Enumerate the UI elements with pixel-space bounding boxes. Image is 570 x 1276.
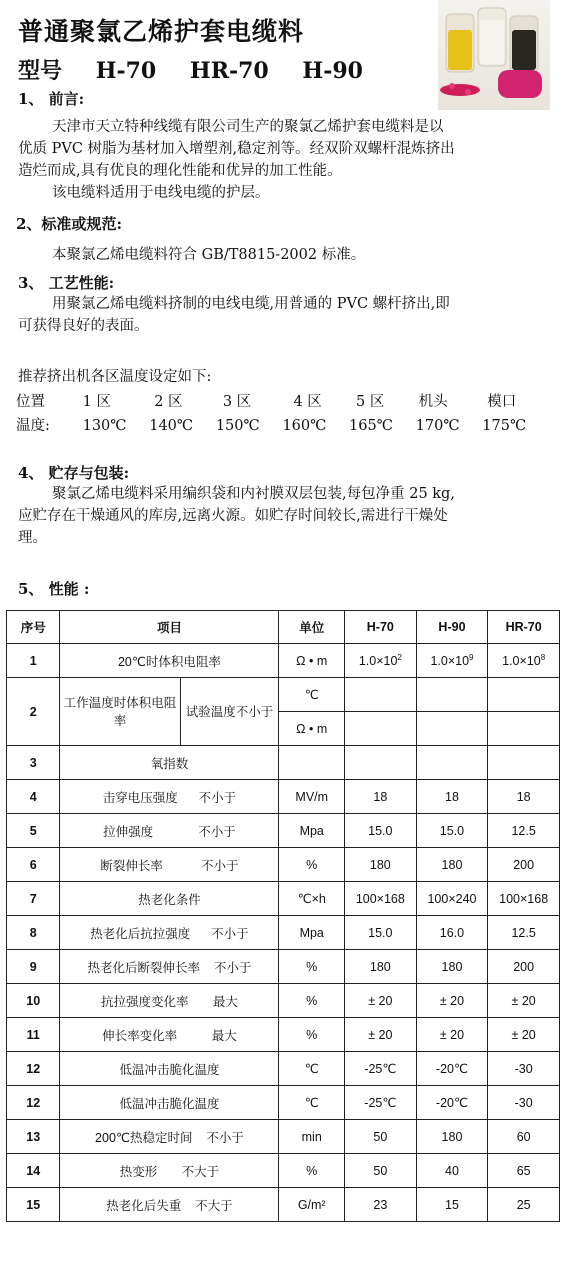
temperature-cell: 165℃ bbox=[349, 418, 393, 434]
section-5-heading: 5、 性能 : bbox=[18, 580, 90, 598]
table-row bbox=[7, 950, 560, 984]
table-row bbox=[7, 882, 560, 916]
row-value: 100×168 bbox=[345, 882, 417, 916]
section-4-body bbox=[18, 483, 455, 549]
row-unit bbox=[279, 746, 345, 780]
temperature-cell: 150℃ bbox=[215, 418, 260, 434]
product-photo bbox=[438, 0, 550, 110]
table-row bbox=[7, 746, 560, 780]
row-value: -25℃ bbox=[345, 1086, 417, 1120]
value-base: 1.0×10 bbox=[502, 654, 541, 669]
section-2-heading: 2、标准或规范: bbox=[16, 215, 122, 233]
section-2-line: 本聚氯乙烯电缆料符合 GB/T8815-2002 标准。 bbox=[52, 247, 366, 263]
row-unit: Ω • m bbox=[279, 644, 345, 678]
section-3-heading: 3、 工艺性能: bbox=[18, 274, 115, 292]
table-row bbox=[7, 848, 560, 882]
model-hr70: HR-70 bbox=[189, 58, 269, 84]
position-label: 位置 bbox=[16, 394, 45, 410]
row-value: -20℃ bbox=[416, 1052, 488, 1086]
position-cell: 4 区 bbox=[293, 394, 322, 410]
row-unit: Mpa bbox=[279, 916, 345, 950]
row-unit: % bbox=[279, 950, 345, 984]
row-unit: Mpa bbox=[279, 814, 345, 848]
section-1-line: 该电缆料适用于电线电缆的护层。 bbox=[52, 185, 270, 201]
temperature-cell: 130℃ bbox=[82, 418, 127, 434]
row-no: 12 bbox=[7, 1086, 60, 1120]
row-no: 6 bbox=[7, 848, 60, 882]
row-no: 11 bbox=[7, 1018, 60, 1052]
row-no: 5 bbox=[7, 814, 60, 848]
row-item: 热变形 不大于 bbox=[60, 1154, 279, 1188]
table-body bbox=[7, 746, 560, 1222]
section-1-line: 造烂而成,具有优良的理化性能和优异的加工性能。 bbox=[18, 163, 342, 179]
table-row bbox=[7, 1154, 560, 1188]
row-value: 40 bbox=[416, 1154, 488, 1188]
row-no: 9 bbox=[7, 950, 60, 984]
temperature-cell: 160℃ bbox=[282, 418, 327, 434]
position-row bbox=[16, 390, 516, 411]
section-1-line: 天津市天立特种线缆有限公司生产的聚氯乙烯护套电缆料是以 bbox=[52, 119, 444, 135]
row-unit: % bbox=[279, 1154, 345, 1188]
row-value: -20℃ bbox=[416, 1086, 488, 1120]
row-no: 14 bbox=[7, 1154, 60, 1188]
row-value: 15.0 bbox=[416, 814, 488, 848]
row-value: 180 bbox=[416, 1120, 488, 1154]
row-value: 18 bbox=[488, 780, 560, 814]
row-value: 65 bbox=[488, 1154, 560, 1188]
row-value: 180 bbox=[416, 848, 488, 882]
row-value bbox=[488, 746, 560, 780]
row-no: 12 bbox=[7, 1052, 60, 1086]
row-item: 击穿电压强度 不小于 bbox=[60, 780, 279, 814]
row-value: 50 bbox=[345, 1120, 417, 1154]
row-unit: % bbox=[279, 848, 345, 882]
row-value: ± 20 bbox=[416, 984, 488, 1018]
section-3-line: 用聚氯乙烯电缆料挤制的电线电缆,用普通的 PVC 螺杆挤出,即 bbox=[52, 296, 450, 312]
extruder-recommend-text: 推荐挤出机各区温度设定如下: bbox=[18, 369, 212, 385]
row-value: -30 bbox=[488, 1052, 560, 1086]
table-header-row bbox=[7, 611, 560, 644]
position-cell: 2 区 bbox=[154, 394, 183, 410]
table-row bbox=[7, 1086, 560, 1120]
table-row bbox=[7, 1188, 560, 1222]
row-value bbox=[416, 644, 488, 678]
table-row bbox=[7, 1052, 560, 1086]
row-unit: % bbox=[279, 1018, 345, 1052]
section-4-line: 理。 bbox=[18, 530, 47, 546]
row-value bbox=[488, 644, 560, 678]
row-item: 20℃时体积电阻率 bbox=[60, 644, 279, 678]
row-item: 断裂伸长率 不小于 bbox=[60, 848, 279, 882]
row-value: ± 20 bbox=[345, 984, 417, 1018]
position-cell: 5 区 bbox=[356, 394, 385, 410]
row-value: 16.0 bbox=[416, 916, 488, 950]
temperature-cell: 175℃ bbox=[482, 418, 527, 434]
row-value: 12.5 bbox=[488, 916, 560, 950]
row-no: 3 bbox=[7, 746, 60, 780]
table-row bbox=[7, 916, 560, 950]
row-value bbox=[345, 644, 417, 678]
temperature-cell: 170℃ bbox=[415, 418, 460, 434]
value-base: 1.0×10 bbox=[430, 654, 470, 669]
row-value: 15.0 bbox=[345, 916, 417, 950]
row-value: 18 bbox=[345, 780, 417, 814]
value-exponent: 9 bbox=[469, 652, 474, 662]
row-value: 60 bbox=[488, 1120, 560, 1154]
section-1-line: 优质 PVC 树脂为基材加入增塑剂,稳定剂等。经双阶双螺杆混炼挤出 bbox=[18, 141, 455, 157]
row-value: 25 bbox=[488, 1188, 560, 1222]
row-no: 13 bbox=[7, 1120, 60, 1154]
row-item: 热老化后断裂伸长率 不小于 bbox=[60, 950, 279, 984]
position-cell: 1 区 bbox=[82, 394, 111, 410]
value-exponent: 8 bbox=[540, 652, 546, 662]
row-value: 200 bbox=[488, 848, 560, 882]
row-no: 1 bbox=[7, 644, 60, 678]
temperature-cell: 140℃ bbox=[149, 418, 194, 434]
row-no: 10 bbox=[7, 984, 60, 1018]
row-value bbox=[345, 746, 417, 780]
position-cell: 模口 bbox=[487, 394, 517, 410]
header-unit: 单位 bbox=[279, 611, 345, 644]
row-value: 180 bbox=[416, 950, 488, 984]
row-no: 8 bbox=[7, 916, 60, 950]
value-base: 1.0×10 bbox=[358, 654, 398, 669]
row-value bbox=[416, 678, 488, 712]
row-no: 15 bbox=[7, 1188, 60, 1222]
row-item-b: 试验温度不小于 bbox=[180, 678, 279, 746]
row-item: 热老化后抗拉强度 不小于 bbox=[60, 916, 279, 950]
table-row bbox=[7, 780, 560, 814]
row-item: 热老化条件 bbox=[60, 882, 279, 916]
row-item: 氧指数 bbox=[60, 746, 279, 780]
row-value: 12.5 bbox=[488, 814, 560, 848]
table-row bbox=[7, 644, 560, 678]
row-value: 100×168 bbox=[488, 882, 560, 916]
row-value: ± 20 bbox=[345, 1018, 417, 1052]
row-value: ± 20 bbox=[416, 1018, 488, 1052]
table-row bbox=[7, 984, 560, 1018]
row-unit: min bbox=[279, 1120, 345, 1154]
section-4-line: 聚氯乙烯电缆料采用编织袋和内衬膜双层包装,每包净重 25 kg, bbox=[52, 486, 455, 502]
row-item: 200℃热稳定时间 不小于 bbox=[60, 1120, 279, 1154]
value-exponent: 2 bbox=[397, 652, 402, 662]
row-value: 15.0 bbox=[345, 814, 417, 848]
section-4-line: 应贮存在干燥通风的库房,远离火源。如贮存时间较长,需进行干燥处 bbox=[18, 508, 448, 524]
document-title: 普通聚氯乙烯护套电缆料 bbox=[18, 17, 305, 46]
section-3-body bbox=[18, 293, 450, 337]
row-value: 100×240 bbox=[416, 882, 488, 916]
row-item: 热老化后失重 不大于 bbox=[60, 1188, 279, 1222]
header-h70: H-70 bbox=[345, 611, 417, 644]
row-value: -25℃ bbox=[345, 1052, 417, 1086]
row-value: 180 bbox=[345, 950, 417, 984]
row-unit: ℃×h bbox=[279, 882, 345, 916]
row-value: 200 bbox=[488, 950, 560, 984]
row-value: 180 bbox=[345, 848, 417, 882]
header-hr70: HR-70 bbox=[488, 611, 560, 644]
section-3-line: 可获得良好的表面。 bbox=[18, 318, 149, 334]
row-unit: MV/m bbox=[279, 780, 345, 814]
row-value bbox=[416, 746, 488, 780]
row-unit: ℃ bbox=[279, 1052, 345, 1086]
row-no: 2 bbox=[7, 678, 60, 746]
position-cell: 3 区 bbox=[222, 394, 252, 410]
row-value bbox=[345, 712, 417, 746]
row-no: 7 bbox=[7, 882, 60, 916]
row-value: 15 bbox=[416, 1188, 488, 1222]
table-row bbox=[7, 678, 560, 712]
row-value: -30 bbox=[488, 1086, 560, 1120]
pellet-jars-image bbox=[438, 0, 550, 110]
section-1-heading: 1、 前言: bbox=[18, 90, 85, 108]
section-4-heading: 4、 贮存与包装: bbox=[18, 464, 130, 482]
row-value: 50 bbox=[345, 1154, 417, 1188]
header-h90: H-90 bbox=[416, 611, 488, 644]
row-item: 伸长率变化率 最大 bbox=[60, 1018, 279, 1052]
row-unit: ℃ bbox=[279, 1086, 345, 1120]
row-no: 4 bbox=[7, 780, 60, 814]
row-value: ± 20 bbox=[488, 1018, 560, 1052]
table-row bbox=[7, 1120, 560, 1154]
section-1-body bbox=[18, 116, 455, 204]
table-row bbox=[7, 1018, 560, 1052]
row-value bbox=[488, 712, 560, 746]
header-item: 项目 bbox=[60, 611, 279, 644]
row-value: 18 bbox=[416, 780, 488, 814]
row-item: 低温冲击脆化温度 bbox=[60, 1052, 279, 1086]
performance-table bbox=[6, 610, 560, 1222]
row-value: ± 20 bbox=[488, 984, 560, 1018]
model-h70: H-70 bbox=[95, 58, 157, 84]
row-value bbox=[345, 678, 417, 712]
row-item: 低温冲击脆化温度 bbox=[60, 1086, 279, 1120]
temperature-row bbox=[16, 414, 526, 435]
model-label: 型号 bbox=[18, 58, 63, 84]
row-value: 23 bbox=[345, 1188, 417, 1222]
row-item: 抗拉强度变化率 最大 bbox=[60, 984, 279, 1018]
row-unit: Ω • m bbox=[279, 712, 345, 746]
row-value bbox=[416, 712, 488, 746]
row-item: 拉伸强度 不小于 bbox=[60, 814, 279, 848]
row-unit: % bbox=[279, 984, 345, 1018]
model-h90: H-90 bbox=[302, 58, 363, 84]
row-unit: G/m² bbox=[279, 1188, 345, 1222]
header-no: 序号 bbox=[7, 611, 60, 644]
position-cell: 机头 bbox=[418, 394, 448, 410]
row-item-a: 工作温度时体积电阻率 bbox=[60, 678, 180, 746]
table-row bbox=[7, 814, 560, 848]
model-line bbox=[18, 54, 389, 85]
row-unit: ℃ bbox=[279, 678, 345, 712]
row-value bbox=[488, 678, 560, 712]
temperature-label: 温度: bbox=[16, 418, 50, 434]
